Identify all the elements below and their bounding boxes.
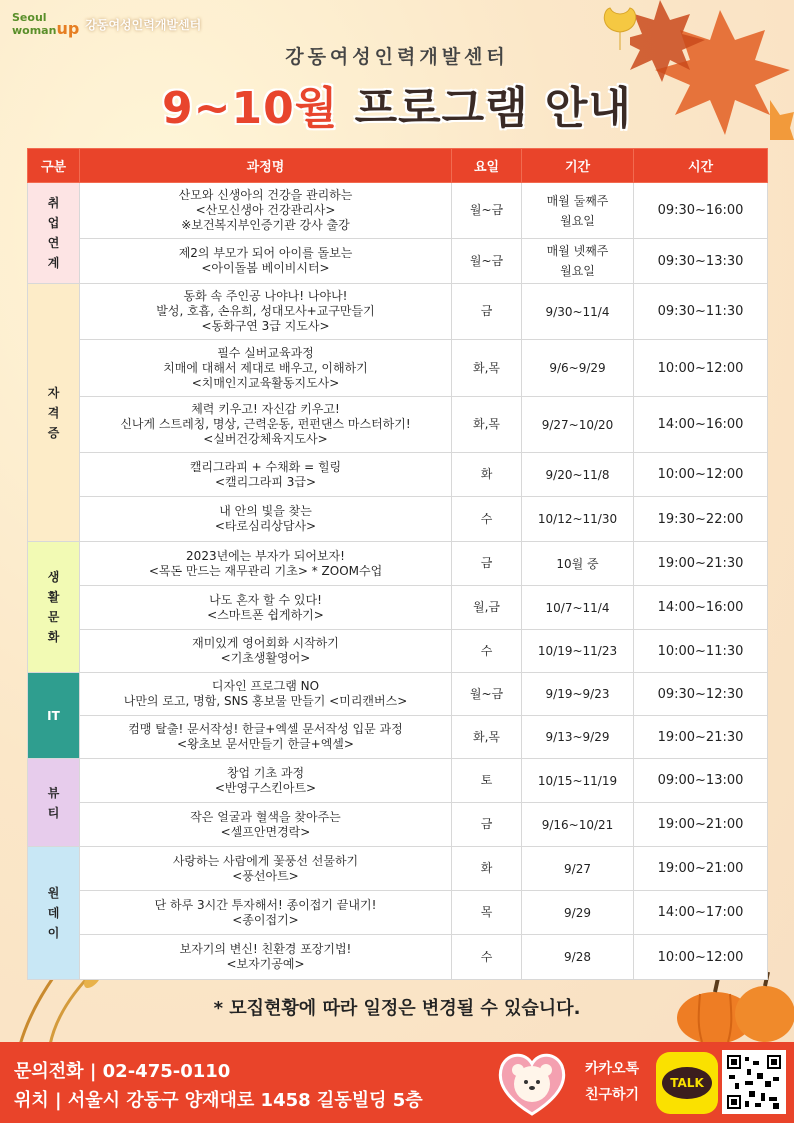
title-rest: 프로그램 안내 — [338, 83, 632, 134]
category-beauty: 뷰 티 — [28, 759, 80, 847]
course-period: 9/6~9/29 — [522, 340, 634, 397]
table-row — [28, 397, 768, 453]
course-time: 09:30~13:30 — [634, 239, 768, 284]
course-period: 9/27 — [522, 847, 634, 891]
course-time: 09:30~16:00 — [634, 183, 768, 239]
course-title: 제2의 부모가 되어 아이를 돌보는 <아이돌봄 베이비시터> — [80, 239, 452, 284]
course-period: 9/27~10/20 — [522, 397, 634, 453]
col-time: 시간 — [634, 149, 768, 183]
course-period: 9/30~11/4 — [522, 284, 634, 340]
course-title: 작은 얼굴과 혈색을 찾아주는 <셀프안면경락> — [80, 803, 452, 847]
course-title: 재미있게 영어회화 시작하기 <기초생활영어> — [80, 630, 452, 673]
course-period: 9/29 — [522, 891, 634, 935]
course-time: 10:00~11:30 — [634, 630, 768, 673]
course-title: 컴맹 탈출! 문서작성! 한글+엑셀 문서작성 입문 과정 <왕초보 문서만들기 한글+엑셀> — [80, 716, 452, 759]
category-life-culture: 생 활 문 화 — [28, 542, 80, 673]
course-title: 캘리그라피 + 수채화 = 힐링 <캘리그라피 3급> — [80, 453, 452, 497]
course-day: 화,목 — [452, 716, 522, 759]
table-row — [28, 630, 768, 673]
course-title: 필수 실버교육과정 치매에 대해서 제대로 배우고, 이해하기 <치매인지교육활동지도사> — [80, 340, 452, 397]
course-time: 10:00~12:00 — [634, 935, 768, 980]
course-period: 매월 둘째주 월요일 — [522, 183, 634, 239]
table-row — [28, 453, 768, 497]
course-day: 화 — [452, 847, 522, 891]
course-time: 19:00~21:00 — [634, 803, 768, 847]
title-highlight: 9~10월 — [162, 83, 339, 134]
table-row — [28, 340, 768, 397]
course-time: 14:00~17:00 — [634, 891, 768, 935]
course-day: 화,목 — [452, 397, 522, 453]
category-one-day: 원 데 이 — [28, 847, 80, 980]
course-day: 토 — [452, 759, 522, 803]
course-day: 월,금 — [452, 586, 522, 630]
course-period: 10/19~11/23 — [522, 630, 634, 673]
course-title: 사랑하는 사람에게 꽃풍선 선물하기 <풍선아트> — [80, 847, 452, 891]
course-time: 09:30~11:30 — [634, 284, 768, 340]
schedule-notice: * 모집현황에 따라 일정은 변경될 수 있습니다. — [213, 998, 581, 1019]
seoul-woman-up-logo: Seoul womanup — [12, 11, 80, 38]
kakao-talk-icon[interactable] — [656, 1052, 718, 1114]
footer — [0, 1042, 794, 1123]
course-time: 09:30~12:30 — [634, 673, 768, 716]
course-period: 10/15~11/19 — [522, 759, 634, 803]
program-table — [27, 148, 768, 980]
center-logo — [12, 12, 201, 36]
col-category: 구분 — [28, 149, 80, 183]
course-day: 월~금 — [452, 673, 522, 716]
course-day: 수 — [452, 497, 522, 542]
category-it: IT — [28, 673, 80, 759]
course-title: 산모와 신생아의 건강을 관리하는 <산모신생아 건강관리사> ※보건복지부인증기관 강사 출강 — [80, 183, 452, 239]
course-title: 내 안의 빛을 찾는 <타로심리상담사> — [80, 497, 452, 542]
course-time: 19:30~22:00 — [634, 497, 768, 542]
col-day: 요일 — [452, 149, 522, 183]
table-row — [28, 935, 768, 980]
table-row — [28, 847, 768, 891]
course-period: 9/16~10/21 — [522, 803, 634, 847]
table-row — [28, 586, 768, 630]
course-title: 창업 기초 과정 <반영구스킨아트> — [80, 759, 452, 803]
category-certificate: 자 격 증 — [28, 284, 80, 542]
course-day: 금 — [452, 803, 522, 847]
course-day: 수 — [452, 630, 522, 673]
category-employment: 취 업 연 계 — [28, 183, 80, 284]
course-day: 목 — [452, 891, 522, 935]
table-row — [28, 183, 768, 239]
col-course: 과정명 — [80, 149, 452, 183]
contact-phone[interactable]: 문의전화 | 02-475-0110 — [14, 1061, 231, 1082]
logo-org-name: 강동여성인력개발센터 — [85, 17, 202, 32]
course-day: 화 — [452, 453, 522, 497]
table-row — [28, 759, 768, 803]
course-time: 19:00~21:30 — [634, 542, 768, 586]
course-title: 디자인 프로그램 NO 나만의 로고, 명함, SNS 홍보물 만들기 <미리캔버스> — [80, 673, 452, 716]
table-row — [28, 716, 768, 759]
col-period: 기간 — [522, 149, 634, 183]
course-period: 9/19~9/23 — [522, 673, 634, 716]
contact-address: 위치 | 서울시 강동구 양재대로 1458 길동빌딩 5층 — [14, 1090, 423, 1111]
course-title: 체력 키우고! 자신감 키우고! 신나게 스트레칭, 명상, 근력운동, 펀펀댄스 마스터하기! <실버건강체육지도사> — [80, 397, 452, 453]
course-period: 매월 넷째주 월요일 — [522, 239, 634, 284]
course-title: 단 하루 3시간 투자해서! 종이접기 끝내기! <종이접기> — [80, 891, 452, 935]
course-period: 9/20~11/8 — [522, 453, 634, 497]
course-day: 월~금 — [452, 239, 522, 284]
course-title: 동화 속 주인공 나야나! 나야나! 발성, 호흡, 손유희, 성대모사+교구만들기 <동화구연 3급 지도사> — [80, 284, 452, 340]
course-period: 10/7~11/4 — [522, 586, 634, 630]
course-time: 10:00~12:00 — [634, 453, 768, 497]
table-row — [28, 284, 768, 340]
course-period: 9/13~9/29 — [522, 716, 634, 759]
course-title: 나도 혼자 할 수 있다! <스마트폰 쉽게하기> — [80, 586, 452, 630]
qr-code-icon[interactable] — [722, 1050, 786, 1114]
table-row — [28, 497, 768, 542]
course-day: 화,목 — [452, 340, 522, 397]
table-row — [28, 239, 768, 284]
course-time: 14:00~16:00 — [634, 586, 768, 630]
kakao-add-friend[interactable]: 카카오톡 친구하기 — [584, 1061, 640, 1103]
course-time: 19:00~21:00 — [634, 847, 768, 891]
course-time: 19:00~21:30 — [634, 716, 768, 759]
course-day: 수 — [452, 935, 522, 980]
course-title: 보자기의 변신! 친환경 포장기법! <보자기공예> — [80, 935, 452, 980]
page-subtitle: 강동여성인력개발센터 — [285, 46, 509, 68]
talk-badge: TALK — [662, 1067, 712, 1099]
page-title — [0, 72, 794, 136]
table-row — [28, 803, 768, 847]
course-title: 2023년에는 부자가 되어보자! <목돈 만드는 재무관리 기초> * ZOOM수업 — [80, 542, 452, 586]
table-row — [28, 673, 768, 716]
course-time: 14:00~16:00 — [634, 397, 768, 453]
course-day: 월~금 — [452, 183, 522, 239]
course-period: 10/12~11/30 — [522, 497, 634, 542]
bear-mascot-icon — [496, 1048, 568, 1116]
course-day: 금 — [452, 542, 522, 586]
course-time: 09:00~13:00 — [634, 759, 768, 803]
table-header-row — [28, 149, 768, 183]
course-time: 10:00~12:00 — [634, 340, 768, 397]
course-period: 9/28 — [522, 935, 634, 980]
table-row — [28, 891, 768, 935]
course-period: 10월 중 — [522, 542, 634, 586]
table-row — [28, 542, 768, 586]
course-day: 금 — [452, 284, 522, 340]
